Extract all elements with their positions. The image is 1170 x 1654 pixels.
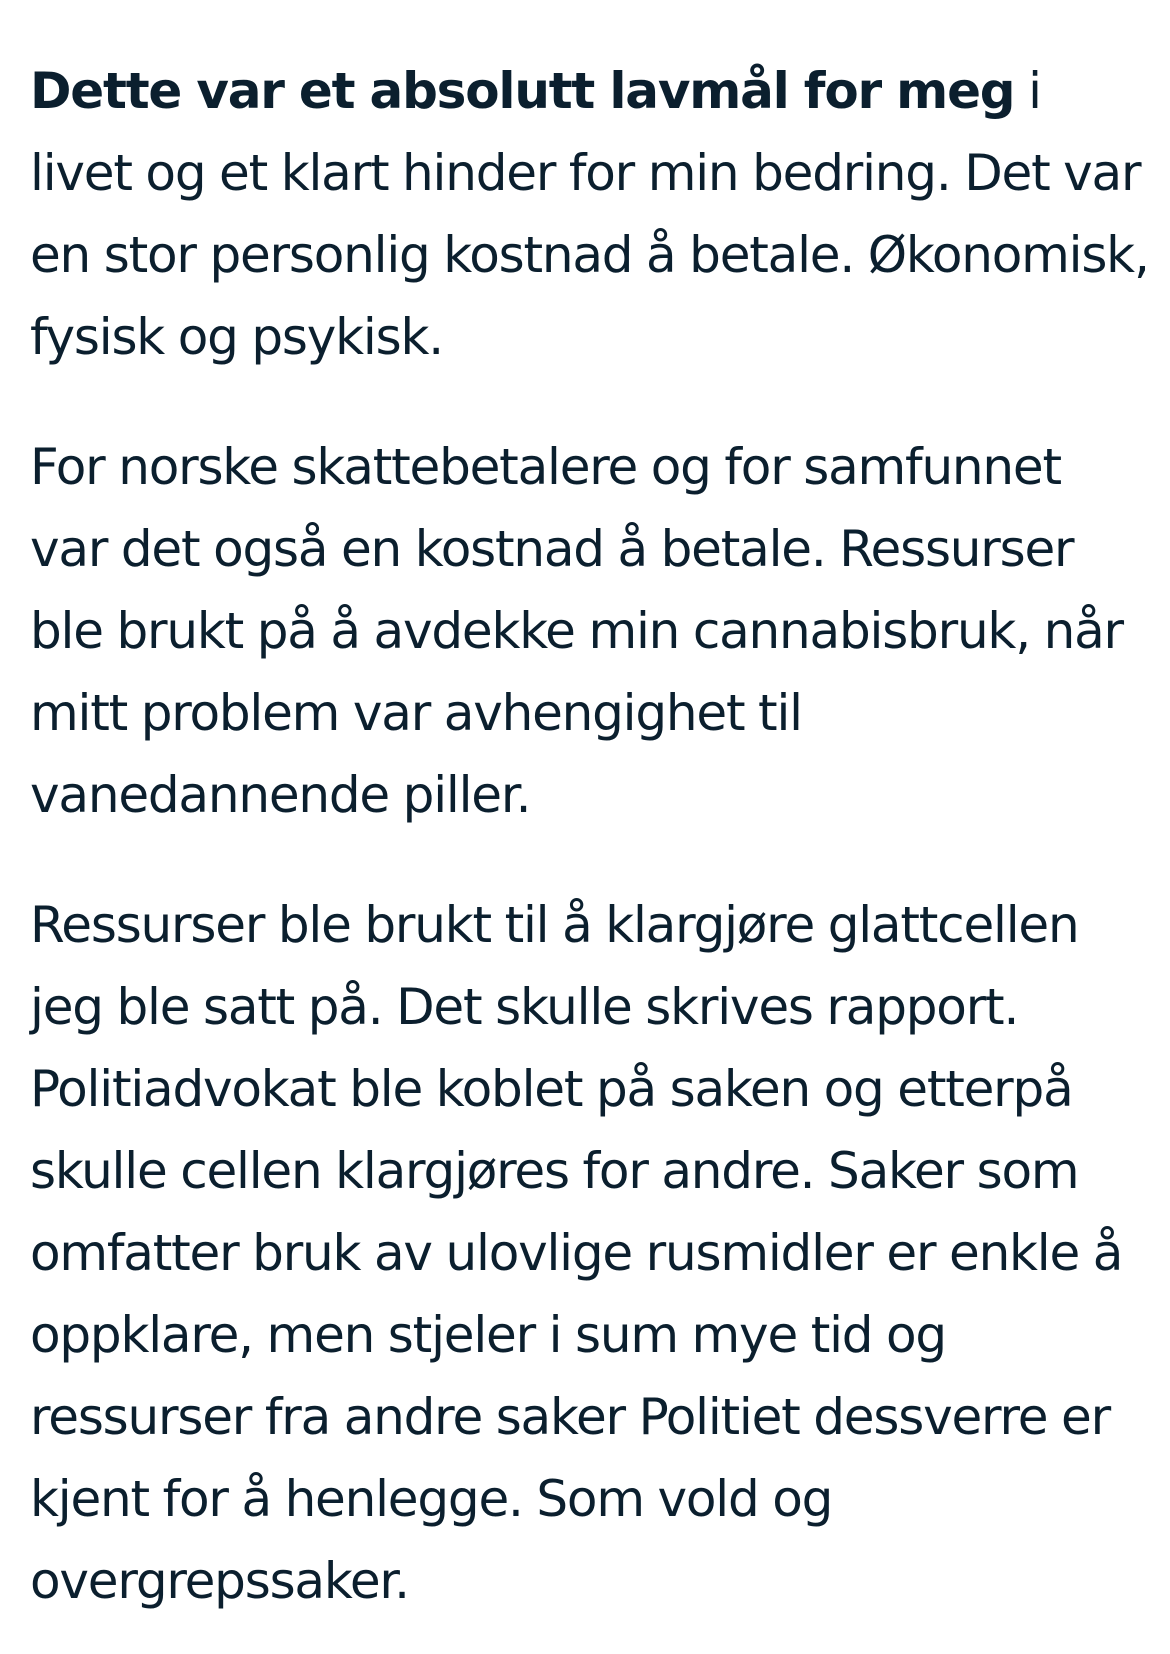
paragraph-3: Ressurser ble brukt til å klargjøre glattcellen jeg ble satt på. Det skulle skrives rapport. Politiadvokat ble koblet på saken og etterpå skulle cellen klargjøres for andre. Saker som omfatter bruk av ulovlige rusmidler er enkle å oppklare, men stjeler i sum mye tid og ressurser fra andre saker Politiet dessverre er kjent for å henlegge. Som vold og overgrepssaker. [30, 896, 1123, 1610]
article-body [30, 50, 1150, 1622]
paragraph-1 [30, 50, 1150, 378]
paragraph-2: For norske skattebetalere og for samfunnet var det også en kostnad å betale. Ressurser ble brukt på å avdekke min cannabisbruk, når mitt problem var avhengighet til vanedannende piller. [30, 438, 1123, 824]
paragraph-1-lead: Dette var et absolutt lavmål for meg [30, 62, 1015, 120]
paragraph-1-text: i livet og et klart hinder for min bedring. Det var en stor personlig kostnad å betale. Økonomisk, fysisk og psykisk. [30, 62, 1149, 366]
